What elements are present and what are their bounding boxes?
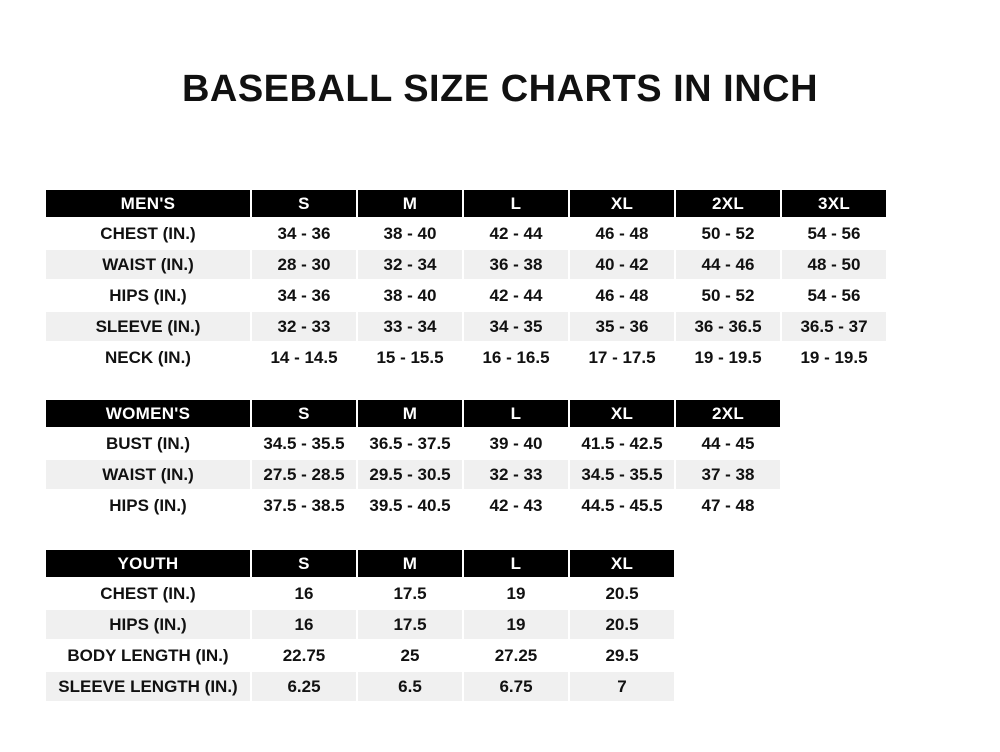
cell-value: 40 - 42 (570, 250, 674, 279)
cell-value: 44 - 45 (676, 429, 780, 458)
row-label: WAIST (IN.) (46, 250, 250, 279)
table-header-row (46, 400, 780, 427)
cell-value: 36.5 - 37 (782, 312, 886, 341)
cell-value: 54 - 56 (782, 219, 886, 248)
cell-value: 16 (252, 579, 356, 608)
cell-value: 6.5 (358, 672, 462, 701)
row-label: HIPS (IN.) (46, 610, 250, 639)
cell-value: 46 - 48 (570, 281, 674, 310)
row-label: WAIST (IN.) (46, 460, 250, 489)
table-row (46, 281, 886, 310)
cell-value: 32 - 33 (252, 312, 356, 341)
table-header-row (46, 190, 886, 217)
cell-value: 50 - 52 (676, 281, 780, 310)
column-header-s: S (252, 400, 356, 427)
cell-value: 38 - 40 (358, 281, 462, 310)
cell-value: 42 - 43 (464, 491, 568, 520)
column-header-category: WOMEN'S (46, 400, 250, 427)
cell-value: 34 - 36 (252, 281, 356, 310)
cell-value: 32 - 33 (464, 460, 568, 489)
table-row (46, 219, 886, 248)
column-header-category: MEN'S (46, 190, 250, 217)
cell-value: 32 - 34 (358, 250, 462, 279)
youth-size-chart (44, 548, 676, 703)
column-header-l: L (464, 550, 568, 577)
cell-value: 37 - 38 (676, 460, 780, 489)
cell-value: 54 - 56 (782, 281, 886, 310)
column-header-xl: XL (570, 550, 674, 577)
cell-value: 44.5 - 45.5 (570, 491, 674, 520)
cell-value: 29.5 (570, 641, 674, 670)
table-row (46, 491, 780, 520)
cell-value: 33 - 34 (358, 312, 462, 341)
cell-value: 22.75 (252, 641, 356, 670)
table-row (46, 610, 674, 639)
table-row (46, 429, 780, 458)
row-label: BUST (IN.) (46, 429, 250, 458)
cell-value: 39 - 40 (464, 429, 568, 458)
cell-value: 36.5 - 37.5 (358, 429, 462, 458)
cell-value: 19 - 19.5 (782, 343, 886, 372)
column-header-l: L (464, 400, 568, 427)
column-header-m: M (358, 550, 462, 577)
column-header-s: S (252, 190, 356, 217)
cell-value: 17 - 17.5 (570, 343, 674, 372)
cell-value: 48 - 50 (782, 250, 886, 279)
column-header-3xl: 3XL (782, 190, 886, 217)
cell-value: 34 - 35 (464, 312, 568, 341)
table-row (46, 312, 886, 341)
cell-value: 37.5 - 38.5 (252, 491, 356, 520)
cell-value: 17.5 (358, 579, 462, 608)
cell-value: 42 - 44 (464, 219, 568, 248)
table-row (46, 343, 886, 372)
row-label: SLEEVE (IN.) (46, 312, 250, 341)
cell-value: 25 (358, 641, 462, 670)
table-row (46, 641, 674, 670)
table-row (46, 672, 674, 701)
cell-value: 41.5 - 42.5 (570, 429, 674, 458)
cell-value: 7 (570, 672, 674, 701)
cell-value: 6.75 (464, 672, 568, 701)
column-header-xl: XL (570, 190, 674, 217)
cell-value: 20.5 (570, 579, 674, 608)
cell-value: 19 (464, 579, 568, 608)
cell-value: 35 - 36 (570, 312, 674, 341)
column-header-2xl: 2XL (676, 190, 780, 217)
cell-value: 20.5 (570, 610, 674, 639)
row-label: CHEST (IN.) (46, 579, 250, 608)
row-label: SLEEVE LENGTH (IN.) (46, 672, 250, 701)
cell-value: 34.5 - 35.5 (570, 460, 674, 489)
cell-value: 42 - 44 (464, 281, 568, 310)
cell-value: 39.5 - 40.5 (358, 491, 462, 520)
cell-value: 34.5 - 35.5 (252, 429, 356, 458)
cell-value: 28 - 30 (252, 250, 356, 279)
column-header-l: L (464, 190, 568, 217)
cell-value: 14 - 14.5 (252, 343, 356, 372)
column-header-s: S (252, 550, 356, 577)
table-row (46, 460, 780, 489)
cell-value: 47 - 48 (676, 491, 780, 520)
column-header-category: YOUTH (46, 550, 250, 577)
cell-value: 6.25 (252, 672, 356, 701)
womens-size-chart (44, 398, 782, 522)
column-header-2xl: 2XL (676, 400, 780, 427)
cell-value: 34 - 36 (252, 219, 356, 248)
row-label: HIPS (IN.) (46, 491, 250, 520)
cell-value: 16 (252, 610, 356, 639)
cell-value: 44 - 46 (676, 250, 780, 279)
cell-value: 27.25 (464, 641, 568, 670)
mens-size-chart (44, 188, 888, 374)
cell-value: 19 - 19.5 (676, 343, 780, 372)
column-header-m: M (358, 400, 462, 427)
cell-value: 38 - 40 (358, 219, 462, 248)
column-header-xl: XL (570, 400, 674, 427)
cell-value: 46 - 48 (570, 219, 674, 248)
row-label: BODY LENGTH (IN.) (46, 641, 250, 670)
table-row (46, 579, 674, 608)
table-header-row (46, 550, 674, 577)
cell-value: 27.5 - 28.5 (252, 460, 356, 489)
column-header-m: M (358, 190, 462, 217)
cell-value: 15 - 15.5 (358, 343, 462, 372)
cell-value: 36 - 36.5 (676, 312, 780, 341)
cell-value: 36 - 38 (464, 250, 568, 279)
table-row (46, 250, 886, 279)
row-label: NECK (IN.) (46, 343, 250, 372)
row-label: HIPS (IN.) (46, 281, 250, 310)
page-title: BASEBALL SIZE CHARTS IN INCH (181, 68, 819, 110)
row-label: CHEST (IN.) (46, 219, 250, 248)
cell-value: 29.5 - 30.5 (358, 460, 462, 489)
cell-value: 19 (464, 610, 568, 639)
cell-value: 17.5 (358, 610, 462, 639)
cell-value: 16 - 16.5 (464, 343, 568, 372)
cell-value: 50 - 52 (676, 219, 780, 248)
